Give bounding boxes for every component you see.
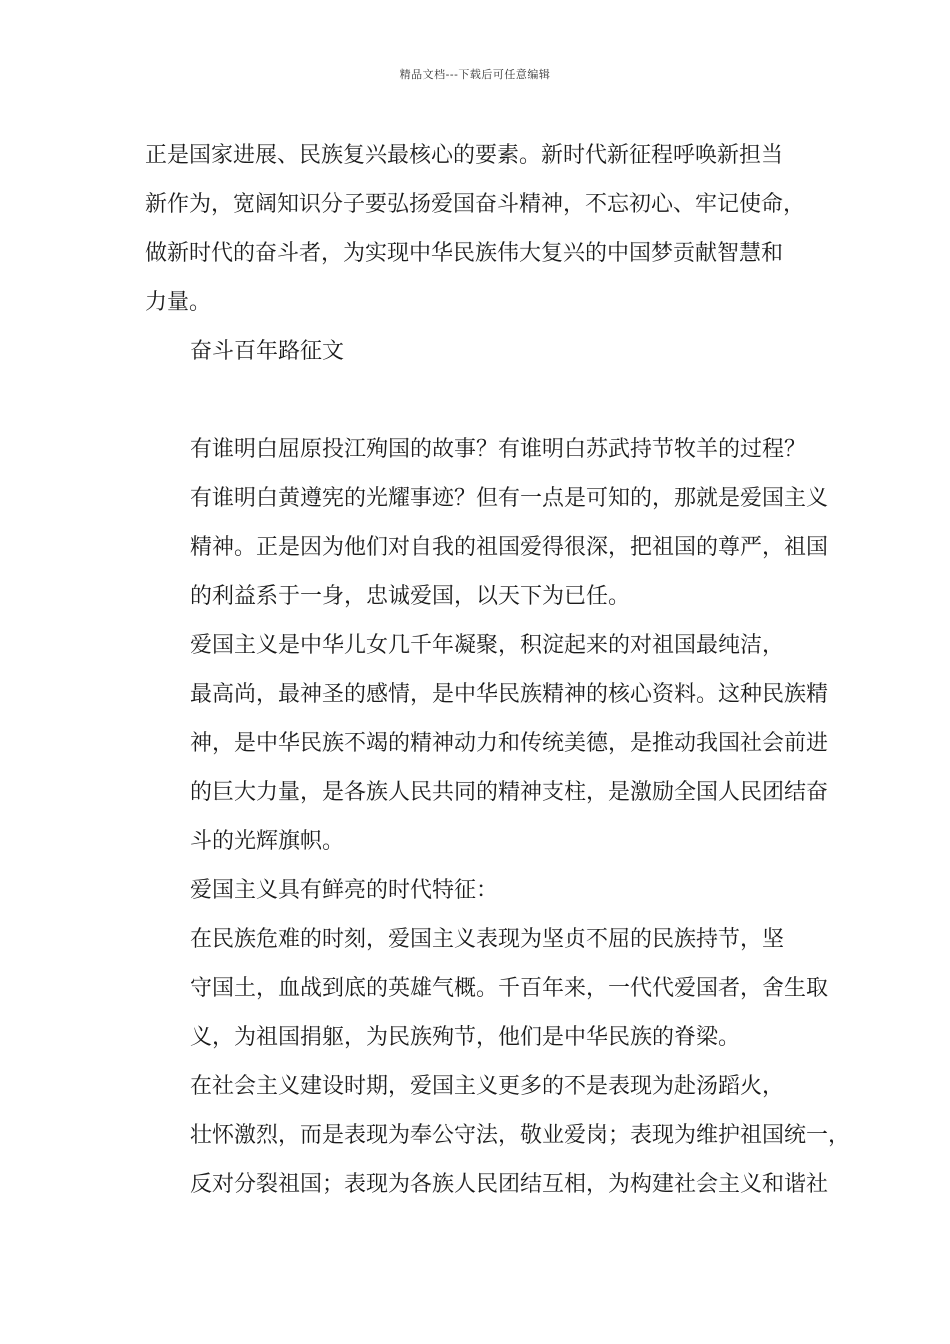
text-line: 在民族危难的时刻，爱国主义表现为坚贞不屈的民族持节，坚: [190, 927, 785, 952]
text-line: 守国土，血战到底的英雄气概。千百年来，一代代爱国者，舍生取: [190, 976, 829, 1001]
text-line: 精神。正是因为他们对自我的祖国爱得很深，把祖国的尊严，祖国: [190, 535, 829, 560]
text-line: 做新时代的奋斗者，为实现中华民族伟大复兴的中国梦贡献智慧和: [145, 241, 784, 266]
paragraph-4: [145, 866, 825, 915]
text-line: 爱国主义具有鲜亮的时代特征：: [190, 878, 499, 903]
blank-line: [145, 376, 825, 425]
text-line: 爱国主义是中华儿女几千年凝聚，积淀起来的对祖国最纯洁，: [190, 633, 785, 658]
text-line: 新作为，宽阔知识分子要弘扬爱国奋斗精神，不忘初心、牢记使命，: [145, 192, 806, 217]
text-line: 最高尚，最神圣的感情，是中华民族精神的核心资料。这种民族精: [190, 682, 829, 707]
paragraph-5: [145, 915, 829, 1062]
text-line: 反对分裂祖国；表现为各族人民团结互相，为构建社会主义和谐社: [190, 1172, 829, 1197]
text-line: 壮怀激烈，而是表现为奉公守法，敬业爱岗；表现为维护祖国统一，: [190, 1123, 851, 1148]
text-line: 在社会主义建设时期，爱国主义更多的不是表现为赴汤蹈火，: [190, 1074, 785, 1099]
section-title: [145, 327, 825, 376]
text-line: 斗的光辉旗帜。: [190, 829, 345, 854]
paragraph-3: [145, 621, 829, 866]
paragraph-1: [145, 131, 825, 327]
text-line: 有谁明白屈原投江殉国的故事？有谁明白苏武持节牧羊的过程？: [190, 437, 807, 462]
header-note: 精品文档---下载后可任意编辑: [399, 68, 551, 81]
text-line: 力量。: [145, 290, 212, 315]
text-line: 正是国家进展、民族复兴最核心的要素。新时代新征程呼唤新担当: [145, 143, 784, 168]
text-line: 有谁明白黄遵宪的光耀事迹？但有一点是可知的，那就是爱国主义: [190, 486, 829, 511]
text-line: 神，是中华民族不竭的精神动力和传统美德，是推动我国社会前进: [190, 731, 829, 756]
text-line: 的利益系于一身，忠诚爱国，以天下为已任。: [190, 584, 631, 609]
text-line: 义，为祖国捐躯，为民族殉节，他们是中华民族的脊梁。: [190, 1025, 741, 1050]
text-line: 奋斗百年路征文: [190, 339, 345, 364]
paragraph-2: [145, 425, 829, 621]
body-text: [145, 131, 851, 1209]
paragraph-6: [145, 1062, 851, 1209]
text-line: 的巨大力量，是各族人民共同的精神支柱，是激励全国人民团结奋: [190, 780, 829, 805]
